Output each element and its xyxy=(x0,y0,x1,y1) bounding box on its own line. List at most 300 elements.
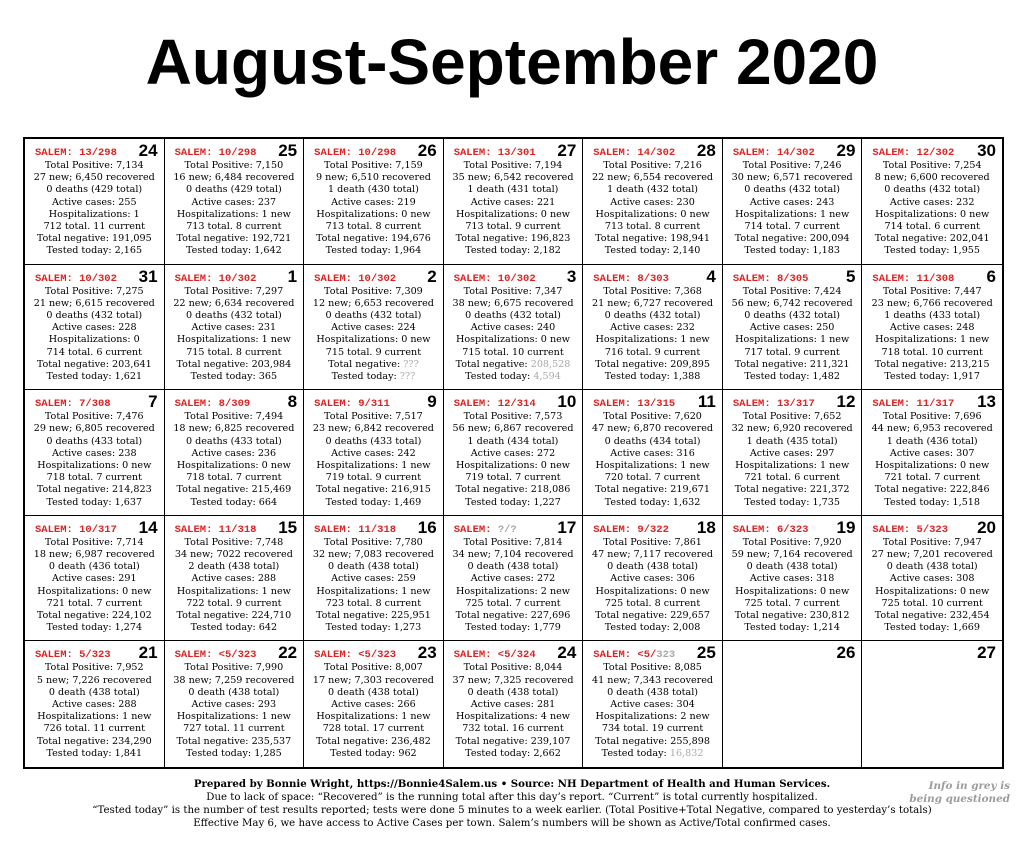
stat-line xyxy=(862,197,1002,209)
stat-line xyxy=(583,723,722,735)
day-number: 27 xyxy=(977,643,996,663)
stat-text: Tested today: 2,182 xyxy=(465,245,561,257)
stat-text: Total negative: 229,657 xyxy=(595,609,710,621)
footer-note-tested: “Tested today” is the number of test results reported; tests were done 5 minutes to a week earlier. (Total Positive+Total Negative, compared to yesterday’s totals) xyxy=(92,805,932,816)
stat-text: Active cases: 221 xyxy=(470,196,556,208)
day-cell xyxy=(862,390,1002,516)
stat-line xyxy=(304,622,443,634)
stat-line xyxy=(444,662,583,674)
stat-line xyxy=(862,334,1002,346)
stat-text: 0 death (438 total) xyxy=(886,561,978,573)
stat-text: Total negative: 224,102 xyxy=(36,609,152,621)
day-stats xyxy=(304,160,443,258)
salem-cases-label: SALEM: 9/322 xyxy=(593,523,669,536)
stat-text: Total negative: 200,094 xyxy=(734,233,850,245)
stat-line xyxy=(723,347,862,359)
stat-line xyxy=(583,598,722,610)
salem-cases xyxy=(593,147,675,159)
stat-questioned-value: 16,832 xyxy=(669,747,704,759)
stat-text: Total negative: 191,095 xyxy=(36,233,152,245)
stat-text: 725 total. 10 current xyxy=(881,597,983,609)
stat-text: Tested today: 1,214 xyxy=(744,622,840,634)
stat-text: 715 total. 8 current xyxy=(186,346,282,358)
stat-text: Active cases: 297 xyxy=(749,447,835,459)
stat-text: Tested today: 1,388 xyxy=(604,370,701,382)
footer xyxy=(0,778,1024,830)
day-cell xyxy=(165,390,305,516)
stat-text: 2 death (438 total) xyxy=(188,561,280,573)
stat-line xyxy=(723,610,862,622)
stat-text: 714 total. 6 current xyxy=(884,220,980,232)
stat-line xyxy=(723,448,862,460)
stat-line xyxy=(304,245,443,257)
day-number: 24 xyxy=(138,141,158,160)
day-stats xyxy=(862,537,1002,635)
stat-text: Hospitalizations: 1 new xyxy=(595,459,710,471)
stat-line xyxy=(165,286,304,298)
day-cell xyxy=(444,516,584,642)
salem-cases-label: SALEM: 10/298 xyxy=(314,147,397,159)
stat-text: Total Positive: 7,216 xyxy=(603,160,702,171)
stat-text: Total Positive: 7,920 xyxy=(742,536,842,548)
stat-line xyxy=(165,221,304,233)
salem-cases-label: SALEM: 11/318 xyxy=(314,523,397,536)
day-number: 12 xyxy=(836,392,856,412)
stat-text: Total negative: 203,641 xyxy=(36,358,152,370)
stat-text: Hospitalizations: 1 new xyxy=(735,208,850,220)
stat-text: Tested today: 1,273 xyxy=(325,622,422,634)
stat-text: Total negative: 216,915 xyxy=(316,484,431,496)
stat-text: Total Positive: 7,275 xyxy=(44,285,144,297)
stat-line xyxy=(583,748,722,760)
stat-text: Total Positive: 7,780 xyxy=(324,536,423,548)
stat-line xyxy=(304,687,443,699)
stat-text: Total Positive: 7,159 xyxy=(324,160,423,171)
stat-line xyxy=(304,334,443,346)
stat-line xyxy=(862,484,1002,496)
stat-text: Total negative: 213,215 xyxy=(874,358,990,370)
stat-line xyxy=(165,448,304,460)
day-stats xyxy=(723,411,862,509)
stat-text: 719 total. 9 current xyxy=(325,472,422,484)
stat-text: Active cases: 304 xyxy=(610,698,695,710)
stat-text: 27 new; 7,201 recovered xyxy=(871,548,993,560)
stat-text: Hospitalizations: 0 xyxy=(48,334,140,346)
stat-text: Total Positive: 7,814 xyxy=(463,536,563,548)
salem-cases xyxy=(35,273,117,285)
stat-text: Total negative: 235,537 xyxy=(176,735,292,747)
day-stats xyxy=(165,662,304,760)
day-cell xyxy=(304,390,444,516)
stat-questioned-value: 4,594 xyxy=(533,370,561,382)
stat-line xyxy=(583,711,722,723)
salem-cases xyxy=(454,649,536,661)
stat-line xyxy=(723,484,862,496)
stat-line xyxy=(444,497,583,509)
day-cell xyxy=(25,390,165,516)
stat-text: 0 death (438 total) xyxy=(467,561,559,573)
stat-text: 0 deaths (432 total) xyxy=(465,309,561,321)
day-number: 3 xyxy=(566,266,577,286)
salem-cases xyxy=(35,147,117,159)
stat-text: Active cases: 293 xyxy=(191,698,277,710)
stat-text: Total negative: 209,895 xyxy=(595,358,710,370)
stat-line xyxy=(862,436,1002,448)
stat-text: Total negative: 198,941 xyxy=(595,233,710,245)
stat-text: Total Positive: 7,990 xyxy=(184,662,284,674)
stat-line xyxy=(444,221,583,233)
stat-text: 714 total. 7 current xyxy=(744,220,840,232)
stat-text: Total Positive: 7,424 xyxy=(742,285,842,297)
stat-line xyxy=(304,561,443,573)
calendar-grid xyxy=(23,137,1004,769)
stat-line xyxy=(304,184,443,196)
day-stats xyxy=(25,662,164,760)
stat-line xyxy=(862,172,1002,184)
stat-text: Active cases: 281 xyxy=(470,698,556,710)
stat-text: 56 new; 6,867 recovered xyxy=(452,423,574,435)
stat-line xyxy=(25,549,164,561)
salem-cases-label: SALEM: 10/302 xyxy=(174,272,257,285)
stat-text: 22 new; 6,554 recovered xyxy=(592,172,714,184)
day-cell xyxy=(304,516,444,642)
stat-text: Total Positive: 7,748 xyxy=(184,536,284,548)
stat-line xyxy=(583,675,722,687)
stat-text: Total negative: 203,984 xyxy=(176,358,292,370)
stat-text: 1 death (435 total) xyxy=(746,435,838,447)
day-stats xyxy=(165,537,304,635)
stat-line xyxy=(723,423,862,435)
day-number: 11 xyxy=(697,392,716,412)
stat-line xyxy=(304,448,443,460)
stat-line xyxy=(25,610,164,622)
stat-line xyxy=(583,411,722,423)
stat-line xyxy=(25,687,164,699)
salem-cases-label: SALEM: 13/301 xyxy=(453,147,536,159)
stat-text: 725 total. 7 current xyxy=(744,597,840,609)
stat-line xyxy=(165,411,304,423)
stat-line xyxy=(444,699,583,711)
salem-cases xyxy=(454,147,536,159)
salem-cases-label: SALEM: 10/317 xyxy=(35,523,117,536)
stat-line xyxy=(165,561,304,573)
stat-text: 722 total. 9 current xyxy=(186,597,282,609)
stat-text: 1 deaths (433 total) xyxy=(884,309,981,321)
day-stats xyxy=(583,662,722,760)
stat-text: Total negative: 219,671 xyxy=(595,484,710,496)
salem-cases xyxy=(314,649,396,661)
stat-line xyxy=(304,662,443,674)
salem-cases xyxy=(872,398,954,410)
stat-text: Tested today: xyxy=(601,747,670,759)
stat-line xyxy=(862,423,1002,435)
stat-line xyxy=(723,197,862,209)
day-number: 18 xyxy=(696,517,716,537)
stat-line xyxy=(304,209,443,221)
stat-text: Active cases: 288 xyxy=(51,698,137,710)
stat-line xyxy=(25,748,164,760)
day-stats xyxy=(583,160,722,258)
stat-text: Total negative: 218,086 xyxy=(455,484,571,496)
day-stats xyxy=(165,411,304,509)
stat-line xyxy=(444,723,583,735)
stat-text: Active cases: 266 xyxy=(331,698,416,710)
stat-text: Hospitalizations: 0 new xyxy=(595,585,710,597)
stat-line xyxy=(862,322,1002,334)
day-stats xyxy=(723,160,862,258)
page-title: August-September 2020 xyxy=(145,26,879,98)
stat-text: Total negative: 192,721 xyxy=(176,233,292,245)
salem-cases xyxy=(175,649,257,661)
stat-line xyxy=(165,197,304,209)
day-number: 22 xyxy=(278,643,298,663)
stat-text: 0 death (438 total) xyxy=(607,686,699,698)
stat-line xyxy=(723,298,862,310)
stat-text: 16 new; 6,484 recovered xyxy=(173,172,295,184)
stat-line xyxy=(304,371,443,383)
stat-line xyxy=(723,371,862,383)
day-number: 6 xyxy=(986,266,996,286)
stat-text: 27 new; 6,450 recovered xyxy=(33,172,155,184)
stat-text: Total negative: 234,290 xyxy=(36,735,152,747)
stat-line xyxy=(723,233,862,245)
salem-cases-label: SALEM: 5/323 xyxy=(872,523,949,536)
stat-text: Hospitalizations: 4 new xyxy=(455,711,571,723)
stat-text: Total Positive: 7,246 xyxy=(742,160,842,171)
stat-line xyxy=(304,586,443,598)
stat-line xyxy=(25,472,164,484)
salem-cases xyxy=(314,524,396,536)
stat-line xyxy=(862,411,1002,423)
stat-text: Tested today: 1,964 xyxy=(325,245,422,257)
stat-text: Total negative: xyxy=(328,358,404,370)
stat-line xyxy=(165,699,304,711)
day-stats xyxy=(444,160,583,258)
stat-line xyxy=(304,711,443,723)
stat-text: 1 death (436 total) xyxy=(886,435,978,447)
stat-line xyxy=(583,160,722,172)
stat-text: 29 new; 6,805 recovered xyxy=(33,423,155,435)
salem-cases xyxy=(175,398,251,410)
stat-line xyxy=(25,245,164,257)
stat-text: 725 total. 7 current xyxy=(465,597,561,609)
stat-text: Tested today: 2,165 xyxy=(46,245,143,257)
stat-text: 1 death (430 total) xyxy=(327,184,419,196)
stat-line xyxy=(165,748,304,760)
stat-line xyxy=(25,359,164,371)
stat-line xyxy=(25,334,164,346)
stat-line xyxy=(723,549,862,561)
day-stats xyxy=(304,411,443,509)
stat-text: 18 new; 6,825 recovered xyxy=(173,423,295,435)
stat-text: 732 total. 16 current xyxy=(462,723,564,735)
stat-text: 18 new; 6,987 recovered xyxy=(33,548,155,560)
salem-cases xyxy=(35,649,111,661)
stat-line xyxy=(723,586,862,598)
day-number: 17 xyxy=(557,517,577,537)
day-stats xyxy=(583,411,722,509)
stat-text: Hospitalizations: 0 new xyxy=(316,334,431,346)
stat-line xyxy=(444,675,583,687)
stat-line xyxy=(583,687,722,699)
salem-cases-label: SALEM: 11/318 xyxy=(174,523,257,536)
stat-text: 717 total. 9 current xyxy=(744,346,840,358)
stat-text: 726 total. 11 current xyxy=(43,723,145,735)
salem-cases xyxy=(175,524,257,536)
salem-cases-label: SALEM: 13/298 xyxy=(35,147,117,159)
stat-line xyxy=(583,423,722,435)
stat-text: 23 new; 6,766 recovered xyxy=(871,297,993,309)
stat-line xyxy=(444,423,583,435)
salem-cases xyxy=(454,398,536,410)
stat-text: Total Positive: 7,476 xyxy=(44,411,144,423)
stat-text: 734 total. 19 current xyxy=(601,723,704,735)
stat-text: 44 new; 6,953 recovered xyxy=(871,423,993,435)
salem-cases-label: SALEM: 11/308 xyxy=(872,272,955,285)
stat-text: Hospitalizations: 1 new xyxy=(316,711,431,723)
salem-cases xyxy=(733,273,809,285)
stat-line xyxy=(165,711,304,723)
stat-text: Hospitalizations: 1 new xyxy=(316,459,431,471)
stat-line xyxy=(583,209,722,221)
stat-text: Hospitalizations: 1 new xyxy=(595,334,710,346)
stat-line xyxy=(723,598,862,610)
stat-line xyxy=(165,573,304,585)
stat-questioned-value: 208,528 xyxy=(530,358,571,370)
stat-line xyxy=(25,197,164,209)
stat-text: Active cases: 231 xyxy=(191,322,277,334)
salem-cases-label: SALEM: 10/302 xyxy=(453,272,536,285)
salem-cases xyxy=(733,524,809,536)
stat-line xyxy=(723,221,862,233)
stat-line xyxy=(583,662,722,674)
day-number: 20 xyxy=(977,517,996,537)
stat-text: 8 new; 6,600 recovered xyxy=(874,172,990,184)
stat-line xyxy=(25,160,164,172)
stat-line xyxy=(444,711,583,723)
stat-text: 718 total. 7 current xyxy=(46,472,142,484)
stat-line xyxy=(862,209,1002,221)
stat-line xyxy=(165,472,304,484)
day-cell xyxy=(862,516,1002,642)
stat-line xyxy=(304,423,443,435)
stat-text: Total Positive: 8,085 xyxy=(603,662,702,674)
stat-text: Total negative: 222,846 xyxy=(874,484,990,496)
salem-cases-label: SALEM: <5/324 xyxy=(453,649,536,662)
stat-line xyxy=(583,245,722,257)
salem-cases xyxy=(593,524,669,536)
stat-line xyxy=(444,322,583,334)
stat-text: Tested today: 1,642 xyxy=(186,245,282,257)
salem-cases-label: SALEM: 8/305 xyxy=(732,272,809,285)
day-number: 28 xyxy=(696,141,716,160)
day-stats xyxy=(304,662,443,760)
day-number: 5 xyxy=(845,266,856,286)
stat-text: Hospitalizations: 0 new xyxy=(875,585,990,597)
stat-text: Total negative: 236,482 xyxy=(316,735,431,747)
stat-line xyxy=(304,322,443,334)
day-cell xyxy=(304,139,444,265)
salem-cases xyxy=(872,524,948,536)
stat-line xyxy=(25,537,164,549)
stat-text: Total negative: 224,710 xyxy=(176,609,292,621)
stat-text: 713 total. 8 current xyxy=(325,220,422,232)
stat-text: Active cases: 307 xyxy=(889,447,975,459)
stat-text: Total Positive: 7,347 xyxy=(463,285,563,297)
stat-line xyxy=(723,184,862,196)
stat-text: 0 death (436 total) xyxy=(48,561,140,573)
stat-line xyxy=(583,561,722,573)
day-cell xyxy=(25,139,165,265)
day-number: 30 xyxy=(977,141,996,160)
day-stats xyxy=(862,411,1002,509)
stat-line xyxy=(165,334,304,346)
stat-line xyxy=(165,436,304,448)
stat-line xyxy=(583,197,722,209)
stat-text: Active cases: 308 xyxy=(889,573,975,585)
day-number: 2 xyxy=(427,266,437,286)
stat-line xyxy=(723,573,862,585)
stat-text: Total Positive: 7,714 xyxy=(44,536,144,548)
stat-line xyxy=(444,347,583,359)
stat-line xyxy=(25,711,164,723)
day-stats xyxy=(444,662,583,760)
stat-text: Tested today: 365 xyxy=(190,370,278,382)
stat-line xyxy=(444,448,583,460)
stat-line xyxy=(25,561,164,573)
stat-text: Tested today: xyxy=(465,370,534,382)
stat-line xyxy=(25,347,164,359)
stat-text: Hospitalizations: 1 new xyxy=(176,208,291,220)
stat-line xyxy=(723,334,862,346)
day-cell xyxy=(304,265,444,391)
stat-text: 721 total. 6 current xyxy=(744,472,840,484)
stat-line xyxy=(444,286,583,298)
stat-text: Tested today: 2,008 xyxy=(604,622,701,634)
day-stats xyxy=(304,537,443,635)
stat-text: Active cases: 219 xyxy=(331,196,416,208)
day-cell xyxy=(583,265,723,391)
stat-line xyxy=(304,472,443,484)
stat-line xyxy=(444,484,583,496)
stat-text: Hospitalizations: 0 new xyxy=(455,208,571,220)
grey-note-line2: being questioned xyxy=(909,793,1010,805)
stat-text: Hospitalizations: 1 new xyxy=(875,334,990,346)
stat-text: 725 total. 8 current xyxy=(604,597,701,609)
day-number: 21 xyxy=(138,643,158,663)
salem-cases-label: SALEM: <5/ xyxy=(593,649,657,662)
stat-line xyxy=(25,423,164,435)
day-number: 15 xyxy=(278,517,298,537)
stat-line xyxy=(583,371,722,383)
stat-line xyxy=(304,172,443,184)
salem-cases xyxy=(454,273,536,285)
stat-line xyxy=(444,549,583,561)
day-cell xyxy=(304,641,444,767)
stat-line xyxy=(304,160,443,172)
stat-line xyxy=(304,233,443,245)
day-cell xyxy=(444,265,584,391)
stat-text: Total negative: 211,321 xyxy=(734,358,850,370)
stat-line xyxy=(25,699,164,711)
salem-cases xyxy=(733,398,815,410)
stat-questioned-value: ??? xyxy=(399,370,416,382)
stat-text: 35 new; 6,542 recovered xyxy=(452,172,574,184)
day-number: 13 xyxy=(977,392,996,412)
stat-text: Total negative: 225,951 xyxy=(316,609,431,621)
day-stats xyxy=(25,160,164,258)
stat-text: Total Positive: 7,134 xyxy=(44,160,144,171)
